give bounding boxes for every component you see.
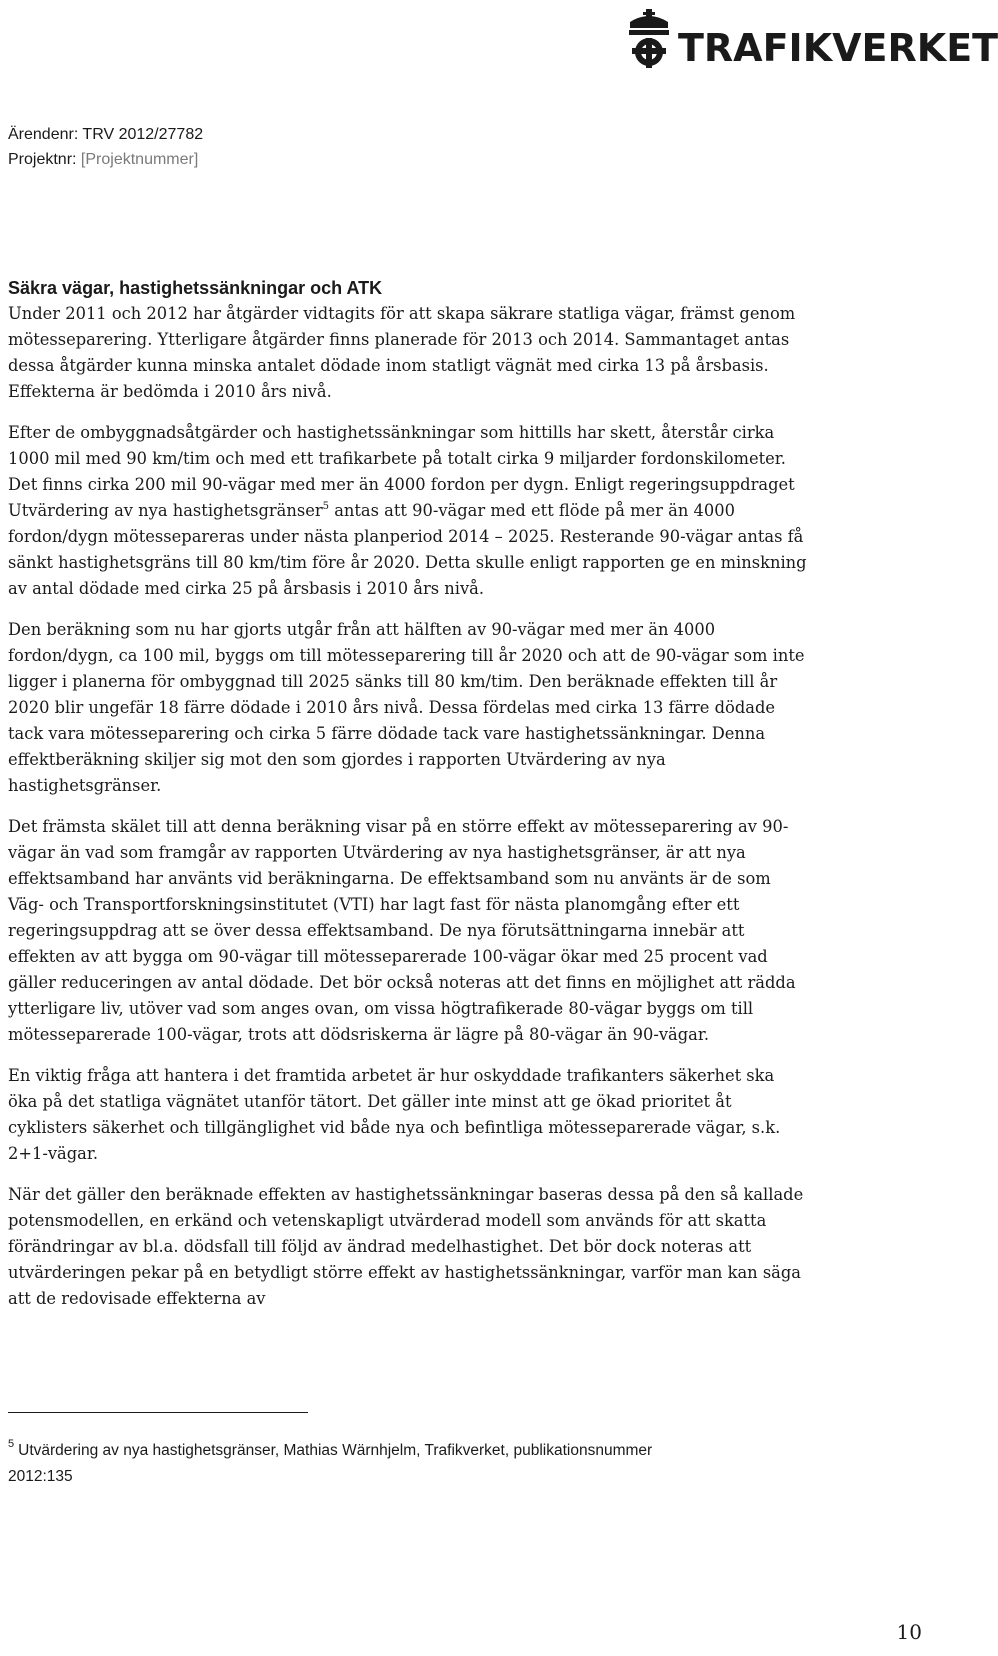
logo-wordmark: TRAFIKVERKET [678,26,998,70]
footnote [8,1438,708,1490]
main-content [8,276,808,1327]
project-number-label: Projektnr: [8,151,81,168]
project-number [8,147,203,172]
crown-emblem-icon [624,8,674,72]
footnote-reference[interactable]: 5 [322,501,330,512]
document-meta [8,122,203,172]
paragraph-2-text-a: Efter de ombyggnadsåtgärder och hastighetssänkningar som hittills har skett, återstår cirka 1000 mil med 90 km/tim och med ett trafikarbete på totalt cirka 9 miljarder fordonskilometer. Det finns cirka 200 mil 90-vägar med mer än 4000 fordon per dygn. Enligt regeringsuppdraget Utvärdering av nya hastighetsgränser [8,423,795,520]
paragraph-4: Det främsta skälet till att denna beräkning visar på en större effekt av mötesseparering av 90-vägar än vad som framgår av rapporten Utvärdering av nya hastighetsgränser, är att nya effektsamband har använts vid beräkningarna. De effektsamband som nu använts är de som Väg- och Transportforskningsinstitutet (VTI) har lagt fast för nästa planomgång efter ett regeringsuppdrag att se över dessa effektsamband. De nya förutsättningarna innebär att effekten av att bygga om 90-vägar till mötesseparerade 100-vägar ökar med 25 procent vad gäller reduceringen av antal dödade. Det bör också noteras att det finns en möjlighet att rädda ytterligare liv, utöver vad som anges ovan, om vissa högtrafikerade 80-vägar byggs om till mötesseparerade 100-vägar, trots att dödsriskerna är lägre på 80-vägar än 90-vägar. [8,817,796,1044]
paragraph-5: En viktig fråga att hantera i det framtida arbetet är hur oskyddade trafikanters säkerhet ska öka på det statliga vägnätet utanför tätort. Det gäller inte minst att ge ökad prioritet åt cyklisters säkerhet och tillgänglighet vid både nya och befintliga mötesseparerade vägar, s.k. 2+1-vägar. [8,1066,781,1163]
footnote-number: 5 [8,1438,15,1450]
section-heading: Säkra vägar, hastighetssänkningar och ATK [8,278,383,298]
paragraph-3: Den beräkning som nu har gjorts utgår från att hälften av 90-vägar med mer än 4000 fordon/dygn, ca 100 mil, byggs om till mötesseparering till år 2020 och att de 90-vägar som inte ligger i planerna för ombyggnad till 2025 sänks till 80 km/tim. Den beräknade effekten till år 2020 blir ungefär 18 färre dödade i 2010 års nivå. Dessa fördelas med cirka 13 färre dödade tack vara mötesseparering och cirka 5 färre dödade tack vare hastighetssänkningar. Denna effektberäkning skiljer sig mot den som gjordes i rapporten Utvärdering av nya hastighetsgränser. [8,620,805,795]
paragraph-2 [8,420,808,602]
project-number-placeholder: [Projektnummer] [80,151,199,168]
footnote-text: Utvärdering av nya hastighetsgränser, Mathias Wärnhjelm, Trafikverket, publikationsnummer 2012:135 [8,1442,653,1485]
footnote-divider [8,1412,308,1413]
paragraph-6: När det gäller den beräknade effekten av hastighetssänkningar baseras dessa på den så kallade potensmodellen, en erkänd och vetenskapligt utvärderad modell som används för att skatta förändringar av bl.a. dödsfall till följd av ändrad medelhastighet. Det bör dock noteras att utvärderingen pekar på en betydligt större effekt av hastighetssänkningar, varför man kan säga att de redovisade effekterna av [8,1185,804,1308]
trafikverket-logo [624,8,998,72]
paragraph-2-text-b: antas att 90-vägar med ett flöde på mer än 4000 fordon/dygn mötessepareras under nästa planperiod 2014 – 2025. Resterande 90-vägar antas få sänkt hastighetsgräns till 80 km/tim före år 2020. Detta skulle enligt rapporten ge en minskning av antal dödade med cirka 25 på årsbasis i 2010 års nivå. [8,501,807,598]
page-number: 10 [896,1620,922,1644]
paragraph-1: Under 2011 och 2012 har åtgärder vidtagits för att skapa säkrare statliga vägar, främst genom mötesseparering. Ytterligare åtgärder finns planerade för 2013 och 2014. Sammantaget antas dessa åtgärder kunna minska antalet dödade inom statligt vägnät med cirka 13 på årsbasis. Effekterna är bedömda i 2010 års nivå. [8,304,796,401]
case-number: Ärendenr: TRV 2012/27782 [8,126,204,143]
